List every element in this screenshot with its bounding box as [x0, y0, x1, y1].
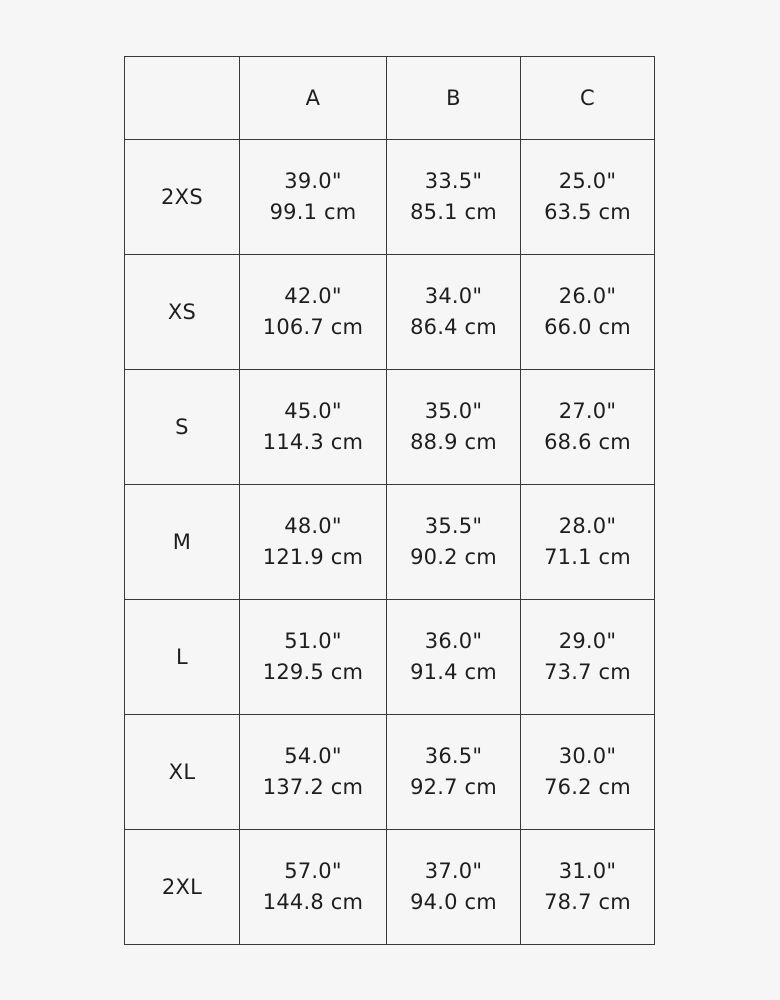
measurement-cell-c: [521, 600, 655, 715]
cm-value: 88.9 cm: [410, 430, 497, 454]
size-cell: [125, 485, 240, 600]
column-header-b: [387, 57, 521, 140]
table-row: [125, 485, 655, 600]
table-row: [125, 715, 655, 830]
inch-value: 45.0": [284, 399, 342, 423]
measurement-cell-b: [387, 255, 521, 370]
size-label: S: [175, 415, 189, 439]
measurement-cell-b: [387, 485, 521, 600]
column-header-label: A: [305, 86, 321, 110]
measurement-cell-b: [387, 140, 521, 255]
size-label: L: [176, 645, 188, 669]
inch-value: 30.0": [558, 744, 617, 768]
measurement-cell-b: [387, 600, 521, 715]
inch-value: 36.0": [424, 629, 483, 653]
inch-value: 29.0": [558, 629, 617, 653]
inch-value: 36.5": [424, 744, 483, 768]
inch-value: 42.0": [284, 284, 342, 308]
table-row: [125, 255, 655, 370]
cm-value: 137.2 cm: [262, 775, 364, 799]
table-header-row: [125, 57, 655, 140]
cm-value: 144.8 cm: [262, 890, 364, 914]
inch-value: 35.0": [424, 399, 483, 423]
table-row: [125, 600, 655, 715]
cm-value: 78.7 cm: [544, 890, 631, 914]
size-label: XL: [168, 760, 196, 784]
size-chart-table: [124, 56, 655, 945]
size-label: 2XS: [161, 185, 203, 209]
cm-value: 91.4 cm: [410, 660, 497, 684]
size-cell: [125, 255, 240, 370]
cm-value: 114.3 cm: [262, 430, 364, 454]
inch-value: 57.0": [284, 859, 342, 883]
measurement-cell-c: [521, 140, 655, 255]
measurement-cell-a: [240, 600, 387, 715]
size-label: 2XL: [161, 875, 203, 899]
inch-value: 34.0": [424, 284, 483, 308]
table-row: [125, 370, 655, 485]
size-cell: [125, 140, 240, 255]
cm-value: 129.5 cm: [262, 660, 364, 684]
measurement-cell-a: [240, 370, 387, 485]
measurement-cell-b: [387, 715, 521, 830]
column-header-label: C: [580, 86, 595, 110]
measurement-cell-b: [387, 370, 521, 485]
cm-value: 76.2 cm: [544, 775, 631, 799]
inch-value: 25.0": [558, 169, 617, 193]
cm-value: 73.7 cm: [544, 660, 631, 684]
measurement-cell-a: [240, 140, 387, 255]
inch-value: 28.0": [558, 514, 617, 538]
cm-value: 66.0 cm: [544, 315, 631, 339]
size-cell: [125, 370, 240, 485]
corner-cell: [125, 57, 240, 140]
size-cell: [125, 830, 240, 945]
measurement-cell-a: [240, 255, 387, 370]
size-label: XS: [167, 300, 197, 324]
cm-value: 121.9 cm: [262, 545, 364, 569]
cm-value: 63.5 cm: [544, 200, 631, 224]
inch-value: 26.0": [558, 284, 617, 308]
measurement-cell-c: [521, 370, 655, 485]
column-header-c: [521, 57, 655, 140]
table-row: [125, 830, 655, 945]
cm-value: 99.1 cm: [269, 200, 357, 224]
inch-value: 51.0": [284, 629, 342, 653]
inch-value: 27.0": [558, 399, 617, 423]
measurement-cell-c: [521, 715, 655, 830]
inch-value: 33.5": [424, 169, 483, 193]
measurement-cell-a: [240, 830, 387, 945]
size-label: M: [172, 530, 192, 554]
inch-value: 31.0": [558, 859, 617, 883]
inch-value: 48.0": [284, 514, 342, 538]
column-header-label: B: [446, 86, 461, 110]
measurement-cell-a: [240, 485, 387, 600]
inch-value: 35.5": [424, 514, 483, 538]
measurement-cell-c: [521, 485, 655, 600]
table-body: [125, 140, 655, 945]
inch-value: 37.0": [424, 859, 483, 883]
cm-value: 106.7 cm: [262, 315, 364, 339]
table-row: [125, 140, 655, 255]
cm-value: 94.0 cm: [410, 890, 497, 914]
measurement-cell-c: [521, 255, 655, 370]
inch-value: 39.0": [284, 169, 342, 193]
inch-value: 54.0": [284, 744, 342, 768]
column-header-a: [240, 57, 387, 140]
measurement-cell-c: [521, 830, 655, 945]
cm-value: 85.1 cm: [410, 200, 497, 224]
cm-value: 86.4 cm: [410, 315, 497, 339]
cm-value: 92.7 cm: [410, 775, 497, 799]
cm-value: 71.1 cm: [544, 545, 631, 569]
size-cell: [125, 600, 240, 715]
cm-value: 90.2 cm: [410, 545, 497, 569]
cm-value: 68.6 cm: [544, 430, 631, 454]
measurement-cell-a: [240, 715, 387, 830]
size-cell: [125, 715, 240, 830]
measurement-cell-b: [387, 830, 521, 945]
